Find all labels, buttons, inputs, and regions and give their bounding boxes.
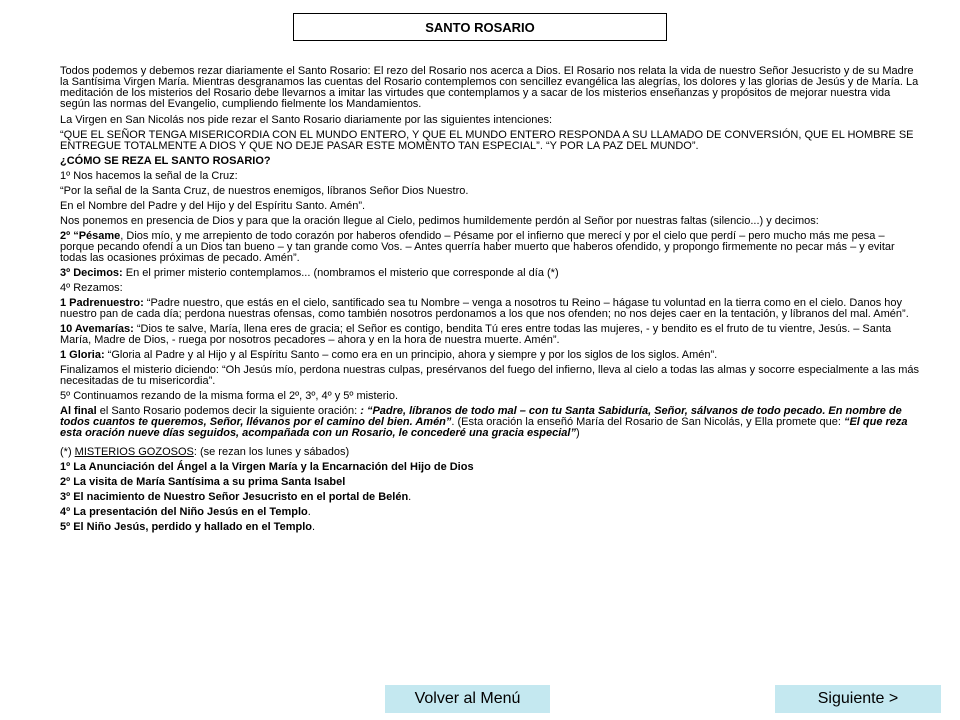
avemarias-text: “Dios te salve, María, llena eres de gracia; el Señor es contigo, bendita Tú eres entre todas las mujeres, - y bendito es el fruto de tu vientre, Jesús. – Santa María, Madre de Dios, - ruega por nosotros pecadores – ahora y en la hora de nuestra muerte. Amén”. [60, 323, 892, 346]
step-3-text: En el primer misterio contemplamos... (nombramos el misterio que corresponde al día (*) [122, 267, 559, 279]
misterio-item-4-text: 4º La presentación del Niño Jesús en el Templo [60, 506, 308, 518]
gloria-text: “Gloria al Padre y al Hijo y al Espíritu Santo – como era en un principio, ahora y siempre y por los siglos de los siglos. Amén”. [104, 349, 718, 361]
misterios-heading-line [60, 447, 920, 458]
intentions-text: “QUE EL SEÑOR TENGA MISERICORDIA CON EL MUNDO ENTERO, Y QUE EL MUNDO ENTERO RESPONDA A SU LLAMADO DE CONVERSIÓN, QUE EL HOMBRE SE ENTREGUE TOTALMENTE A DIOS Y QUE NO DEJE PASAR ESTE MOMENTO TAN ESPECIAL”. “Y POR LA PAZ DEL MUNDO”. [60, 129, 914, 152]
padrenuestro-text: “Padre nuestro, que estás en el cielo, santificado sea tu Nombre – venga a nosotros tu Reino – hágase tu voluntad en la tierra como en el cielo. Danos hoy nuestro pan de cada día; perdona nuestras ofensas, como también nosotros perdonamos a los que nos ofenden; no nos dejes caer en la tentación, y líbranos del mal. Amén”. [60, 297, 909, 320]
avemarias [60, 324, 920, 346]
misterio-item [60, 462, 920, 473]
intro-paragraph: Todos podemos y debemos rezar diariamente el Santo Rosario: El rezo del Rosario nos acerca a Dios. El Rosario nos relata la vida de nuestro Señor Jesucristo y de su Madre la Santísima Virgen María. Mientras desgranamos las cuentas del Rosario contemplemos con sencillez evangélica las alegrías, los dolores y las glorias de Jesús y de María. La meditación de los misterios del Rosario debe llevarnos a imitar las virtudes que contemplamos y a sacar de los misterios enseñanzas y propósitos de mejorar nuestra vida según las normas del Evangelio, cumpliendo fielmente los Mandamientos. [60, 65, 919, 110]
misterio-item: 5º El Niño Jesús, perdido y hallado en el Templo. [60, 521, 316, 533]
trinity-prayer: En el Nombre del Padre y del Hijo y del Espíritu Santo. Amén”. [60, 200, 366, 212]
misterio-item-5-text: 5º El Niño Jesús, perdido y hallado en el Templo [60, 521, 312, 533]
back-to-menu-button[interactable]: Volver al Menú [385, 685, 550, 713]
misterio-item-3-text: 3º El nacimiento de Nuestro Señor Jesucristo en el portal de Belén [60, 491, 409, 503]
misterio-item-2-text: 2º La visita de María Santísima a su prima Santa Isabel [60, 476, 346, 488]
avemarias-label: 10 Avemarías: [60, 323, 134, 335]
final-misterio: Finalizamos el misterio diciendo: “Oh Jesús mío, perdona nuestras culpas, presérvanos del fuego del infierno, lleva al cielo a todas las almas y socorre especialmente a las más necesitadas de tu misericordia”. [60, 364, 920, 387]
page-title: SANTO ROSARIO [293, 13, 667, 41]
how-heading-line [60, 156, 920, 167]
misterios-heading: MISTERIOS GOZOSOS [74, 446, 194, 458]
step-1: 1º Nos hacemos la señal de la Cruz: [60, 170, 238, 182]
next-button[interactable]: Siguiente > [775, 685, 941, 713]
document-body [60, 66, 920, 537]
sign-of-cross-prayer: “Por la señal de la Santa Cruz, de nuestros enemigos, líbranos Señor Dios Nuestro. [60, 185, 469, 197]
padrenuestro [60, 298, 920, 320]
step-3 [60, 268, 920, 279]
misterio-item [60, 477, 920, 488]
misterios-suffix: : (se rezan los lunes y sábados) [193, 446, 350, 458]
final-text-2: . (Esta oración la enseñó María del Rosario de San Nicolás, y Ella promete que: [451, 416, 844, 428]
step-4: 4º Rezamos: [60, 282, 123, 294]
step-2-label: 2º “Pésame [60, 230, 121, 242]
final-text-3: ) [575, 427, 580, 439]
final-prayer-paragraph [60, 406, 920, 439]
misterio-item: 3º El nacimiento de Nuestro Señor Jesucristo en el portal de Belén. [60, 491, 412, 503]
gloria-label: 1 Gloria: [60, 349, 105, 361]
misterio-item: 4º La presentación del Niño Jesús en el Templo. [60, 506, 311, 518]
final-prayer: : “Padre, líbranos de todo mal – con tu Santa Sabiduría, Señor, sálvanos de todo pecado. En nombre de todos cuantos te queremos, Señor, llévanos por el camino del bien. Amén” [60, 405, 902, 428]
step-3-label: 3º Decimos: [60, 267, 123, 279]
how-heading: ¿CÓMO SE REZA EL SANTO ROSARIO? [60, 155, 271, 167]
misterios-prefix: (*) [60, 446, 75, 458]
final-promise: “El que reza esta oración nueve días seguidos, acompañada con un Rosario, le concederé una gracia especial” [60, 416, 908, 439]
step-5: 5º Continuamos rezando de la misma forma el 2º, 3º, 4º y 5º misterio. [60, 390, 399, 402]
step-2-text: , Dios mío, y me arrepiento de todo corazón por haberos ofendido – Pésame por el infierno que merecí y por el cielo que perdí – pero mucho más me pesa – porque pecando ofendí a un Dios tan bueno – y tan grande como Vos. – Antes querría haber muerto que haberos ofendido, y propongo firmemente no pecar más – y evitar todas las ocasiones próximas de pecado. Amén”. [60, 230, 895, 264]
presence-paragraph: Nos ponemos en presencia de Dios y para que la oración llegue al Cielo, pedimos humildemente perdón al Señor por nuestras faltas (silencio...) y decimos: [60, 215, 819, 227]
padrenuestro-label: 1 Padrenuestro: [60, 297, 144, 309]
step-2 [60, 231, 920, 264]
misterio-item-1-text: 1º La Anunciación del Ángel a la Virgen María y la Encarnación del Hijo de Dios [60, 461, 474, 473]
gloria [60, 350, 920, 361]
final-text-1: el Santo Rosario podemos decir la siguiente oración: [96, 405, 361, 417]
final-label: Al final [60, 405, 97, 417]
intentions-intro: La Virgen en San Nicolás nos pide rezar el Santo Rosario diariamente por las siguientes intenciones: [60, 114, 553, 126]
